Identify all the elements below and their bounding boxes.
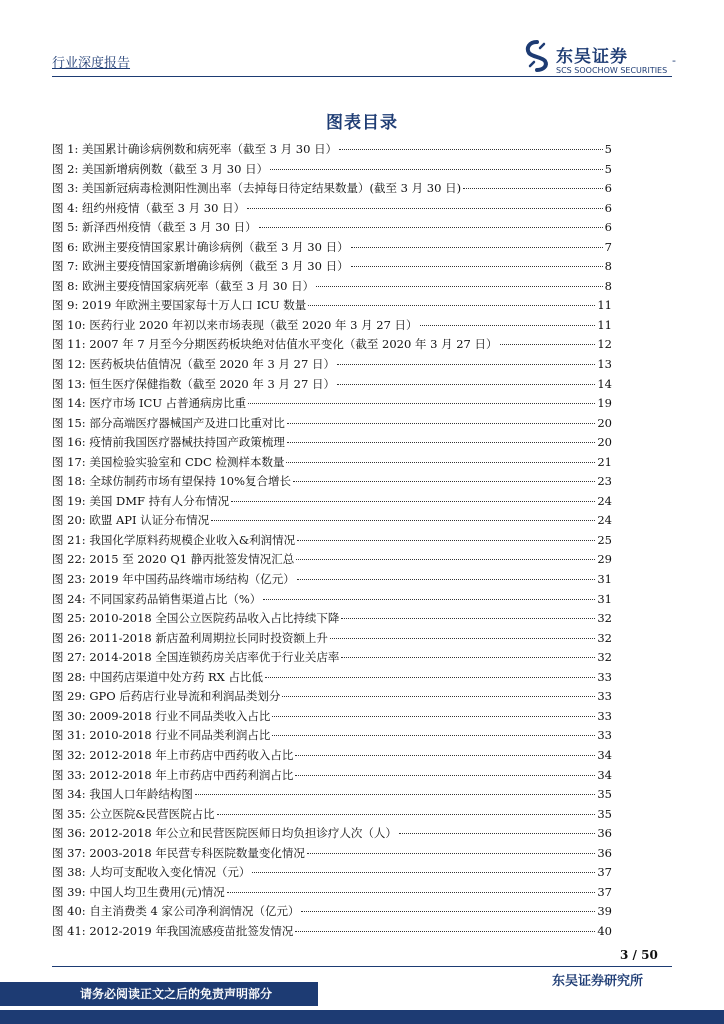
toc-entry-page: 33 — [597, 689, 612, 704]
toc-entry-number: 图 36: — [52, 826, 86, 841]
toc-entry[interactable] — [52, 453, 612, 473]
toc-dot-leader — [341, 618, 595, 619]
toc-entry[interactable] — [52, 472, 612, 492]
toc-entry-title: 2011-2018 新店盈利周期拉长同时投资额上升 — [89, 630, 328, 645]
toc-entry-title: 新泽西州疫情（截至 3 月 30 日） — [82, 220, 257, 235]
toc-entry[interactable] — [52, 160, 612, 180]
toc-entry-number: 图 35: — [52, 806, 86, 821]
toc-dot-leader — [500, 344, 596, 345]
toc-entry[interactable] — [52, 433, 612, 453]
toc-entry[interactable] — [52, 746, 612, 766]
toc-dot-leader — [287, 423, 596, 424]
toc-entry-number: 图 11: — [52, 337, 86, 352]
toc-entry[interactable] — [52, 609, 612, 629]
toc-entry[interactable] — [52, 511, 612, 531]
toc-entry-title: 医药行业 2020 年初以来市场表现（截至 2020 年 3 月 27 日） — [89, 317, 418, 332]
toc-entry-number: 图 21: — [52, 532, 86, 547]
toc-entry-number: 图 3: — [52, 181, 79, 196]
toc-entry-page: 31 — [597, 572, 612, 587]
toc-entry-title: 2014-2018 全国连锁药房关店率优于行业关店率 — [89, 650, 340, 665]
toc-entry-title: 2015 至 2020 Q1 静丙批签发情况汇总 — [89, 552, 295, 567]
toc-entry-page: 6 — [604, 220, 612, 235]
toc-dot-leader — [297, 579, 596, 580]
toc-entry-page: 32 — [597, 611, 612, 626]
report-type-label: 行业深度报告 — [52, 56, 131, 71]
toc-entry-page: 5 — [604, 161, 612, 176]
toc-entry-title: 我国人口年龄结构图 — [89, 787, 193, 802]
toc-dot-leader — [195, 794, 596, 795]
footer-divider — [52, 966, 672, 967]
toc-entry-page: 36 — [597, 845, 612, 860]
toc-entry-title: 部分高端医疗器械国产及进口比重对比 — [89, 415, 285, 430]
toc-entry-number: 图 17: — [52, 454, 86, 469]
toc-entry-number: 图 2: — [52, 161, 79, 176]
toc-entry[interactable] — [52, 805, 612, 825]
toc-entry-page: 34 — [597, 747, 612, 762]
toc-dot-leader — [286, 462, 595, 463]
disclaimer-banner: 请务必阅读正文之后的免责声明部分 — [0, 982, 318, 1006]
toc-entry[interactable] — [52, 414, 612, 434]
toc-entry-page: 33 — [597, 708, 612, 723]
toc-entry-number: 图 23: — [52, 572, 86, 587]
toc-entry-title: 自主消费类 4 家公司净利润情况（亿元） — [89, 904, 300, 919]
toc-entry-number: 图 6: — [52, 239, 79, 254]
toc-dot-leader — [231, 501, 595, 502]
toc-entry[interactable] — [52, 335, 612, 355]
toc-entry-page: 32 — [597, 630, 612, 645]
toc-entry-number: 图 32: — [52, 747, 86, 762]
toc-entry-number: 图 30: — [52, 708, 86, 723]
logo-abbreviation: SCS — [556, 66, 572, 75]
toc-dot-leader — [252, 872, 595, 873]
toc-entry-title: 2012-2018 年上市药店中西药利润占比 — [89, 767, 294, 782]
toc-dot-leader — [297, 540, 595, 541]
toc-entry-page: 6 — [604, 181, 612, 196]
toc-entry-page: 35 — [597, 787, 612, 802]
toc-entry[interactable] — [52, 902, 612, 922]
research-institute-name: 东吴证券研究所 — [552, 974, 644, 989]
toc-entry-title: 美国累计确诊病例数和病死率（截至 3 月 30 日） — [82, 142, 338, 156]
toc-dot-leader — [272, 735, 595, 736]
toc-entry-title: 美国新增病例数（截至 3 月 30 日） — [82, 161, 269, 176]
toc-entry-title: 纽约州疫情（截至 3 月 30 日） — [82, 200, 246, 215]
toc-entry[interactable] — [52, 257, 612, 277]
toc-entry-page: 13 — [597, 357, 612, 372]
toc-entry[interactable] — [52, 218, 612, 238]
toc-dot-leader — [295, 775, 595, 776]
toc-entry[interactable] — [52, 199, 612, 219]
toc-dot-leader — [259, 227, 603, 228]
toc-entry-page: 36 — [597, 826, 612, 841]
toc-dot-leader — [248, 403, 595, 404]
toc-entry[interactable] — [52, 824, 612, 844]
toc-entry-number: 图 13: — [52, 376, 86, 391]
toc-entry-page: 37 — [597, 865, 612, 880]
toc-dot-leader — [330, 638, 595, 639]
toc-entry-title: 全球仿制药市场有望保持 10%复合增长 — [89, 474, 292, 489]
toc-entry-page: 8 — [604, 278, 612, 293]
toc-dot-leader — [308, 305, 595, 306]
logo-english-name — [556, 66, 667, 75]
logo-mark-icon — [524, 40, 550, 76]
toc-entry-title: 欧洲主要疫情国家新增确诊病例（截至 3 月 30 日） — [82, 259, 349, 274]
toc-dot-leader — [351, 247, 603, 248]
header-divider — [52, 76, 672, 77]
toc-dot-leader — [270, 169, 603, 170]
toc-entry-number: 图 12: — [52, 357, 86, 372]
toc-dot-leader — [399, 833, 595, 834]
toc-entry[interactable] — [52, 570, 612, 590]
toc-entry[interactable] — [52, 883, 612, 903]
toc-entry[interactable] — [52, 179, 612, 199]
toc-entry[interactable] — [52, 296, 612, 316]
toc-entry-title: 2009-2018 行业不同品类收入占比 — [89, 708, 271, 723]
toc-dot-leader — [265, 677, 595, 678]
toc-entry-number: 图 14: — [52, 396, 86, 411]
toc-entry-page: 6 — [604, 200, 612, 215]
toc-entry-title: 人均可支配收入变化情况（元） — [89, 865, 251, 880]
toc-entry-page: 32 — [597, 650, 612, 665]
toc-entry[interactable] — [52, 707, 612, 727]
toc-entry-title: 2012-2019 年我国流感疫苗批签发情况 — [89, 923, 294, 938]
toc-entry-page: 19 — [597, 396, 612, 411]
logo-chinese-name: 东吴证券 — [556, 47, 628, 67]
toc-entry-page: 33 — [597, 728, 612, 743]
toc-entry-page: 7 — [604, 239, 612, 254]
toc-entry[interactable] — [52, 277, 612, 297]
toc-entry-page: 21 — [597, 454, 612, 469]
toc-entry-number: 图 40: — [52, 904, 86, 919]
toc-entry-page: 14 — [597, 376, 612, 391]
toc-entry-page: 12 — [597, 337, 612, 352]
toc-entry[interactable] — [52, 726, 612, 746]
toc-entry-page: 35 — [597, 806, 612, 821]
toc-entry-number: 图 25: — [52, 611, 86, 626]
toc-entry-number: 图 38: — [52, 865, 86, 880]
toc-entry-page: 11 — [597, 317, 612, 332]
toc-dot-leader — [307, 853, 595, 854]
toc-entry-number: 图 31: — [52, 728, 86, 743]
toc-entry-number: 图 39: — [52, 884, 86, 899]
company-logo — [524, 40, 684, 80]
header-dash: - — [672, 54, 676, 67]
toc-entry-number: 图 24: — [52, 591, 86, 606]
toc-entry-title: 2012-2018 年公立和民营医院医师日均负担诊疗人次（人） — [89, 826, 397, 841]
toc-entry-page: 20 — [597, 435, 612, 450]
toc-dot-leader — [296, 559, 595, 560]
toc-entry-page: 34 — [597, 767, 612, 782]
toc-entry-number: 图 37: — [52, 845, 86, 860]
toc-entry-title: 美国 DMF 持有人分布情况 — [89, 493, 230, 508]
toc-entry-title: 美国新冠病毒检测阳性测出率（去掉每日待定结果数量）(截至 3 月 30 日) — [82, 181, 462, 196]
toc-entry-title: 欧盟 API 认证分布情况 — [89, 513, 210, 528]
toc-entry-page: 37 — [597, 884, 612, 899]
toc-entry[interactable] — [52, 492, 612, 512]
toc-dot-leader — [227, 892, 596, 893]
toc-entry-page: 8 — [604, 259, 612, 274]
toc-entry-title: 2010-2018 全国公立医院药品收入占比持续下降 — [89, 611, 340, 626]
toc-entry[interactable] — [52, 668, 612, 688]
toc-dot-leader — [316, 286, 603, 287]
toc-entry[interactable] — [52, 375, 612, 395]
toc-entry-page: 24 — [597, 493, 612, 508]
toc-entry-page: 40 — [597, 923, 612, 938]
toc-dot-leader — [217, 814, 596, 815]
toc-dot-leader — [295, 755, 595, 756]
toc-dot-leader — [211, 520, 595, 521]
toc-dot-leader — [272, 716, 595, 717]
toc-entry[interactable] — [52, 355, 612, 375]
toc-dot-leader — [301, 911, 595, 912]
toc-entry-page: 39 — [597, 904, 612, 919]
toc-entry-page: 25 — [597, 532, 612, 547]
toc-entry[interactable] — [52, 316, 612, 336]
toc-entry-number: 图 26: — [52, 630, 86, 645]
toc-dot-leader — [339, 149, 603, 150]
toc-entry-number: 图 34: — [52, 787, 86, 802]
toc-entry-title: 2007 年 7 月至今分期医药板块绝对估值水平变化（截至 2020 年 3 月 27 日） — [89, 337, 498, 352]
toc-dot-leader — [337, 364, 595, 365]
toc-dot-leader — [263, 599, 595, 600]
toc-entry-number: 图 9: — [52, 298, 79, 313]
toc-list — [52, 140, 612, 941]
toc-entry-number: 图 19: — [52, 493, 86, 508]
toc-dot-leader — [337, 384, 595, 385]
logo-english-text: SOOCHOW SECURITIES — [574, 66, 668, 75]
toc-entry-title: 2019 年中国药品终端市场结构（亿元） — [89, 572, 295, 587]
toc-entry[interactable] — [52, 863, 612, 883]
toc-entry-title: 中国人均卫生费用(元)情况 — [89, 884, 225, 899]
toc-entry[interactable] — [52, 238, 612, 258]
toc-entry-number: 图 15: — [52, 415, 86, 430]
toc-entry-title: 医疗市场 ICU 占普通病房比重 — [89, 396, 247, 411]
toc-entry-title: 2012-2018 年上市药店中西药收入占比 — [89, 747, 294, 762]
toc-entry-page: 23 — [597, 474, 612, 489]
toc-dot-leader — [293, 481, 595, 482]
toc-entry-number: 图 5: — [52, 220, 79, 235]
toc-entry-number: 图 16: — [52, 435, 86, 450]
toc-entry-page: 31 — [597, 591, 612, 606]
toc-dot-leader — [247, 208, 603, 209]
toc-title: 图表目录 — [326, 113, 398, 133]
toc-dot-leader — [341, 657, 595, 658]
toc-entry-page: 33 — [597, 669, 612, 684]
toc-dot-leader — [351, 266, 603, 267]
toc-entry-title: GPO 后药店行业导流和利润品类划分 — [89, 689, 281, 704]
toc-entry[interactable] — [52, 140, 612, 160]
toc-dot-leader — [282, 696, 595, 697]
toc-entry-title: 欧洲主要疫情国家病死率（截至 3 月 30 日） — [82, 278, 315, 293]
toc-entry[interactable] — [52, 766, 612, 786]
toc-entry-page: 29 — [597, 552, 612, 567]
toc-entry[interactable] — [52, 785, 612, 805]
toc-entry-number: 图 10: — [52, 317, 86, 332]
toc-dot-leader — [420, 325, 596, 326]
toc-entry-page: 24 — [597, 513, 612, 528]
toc-entry[interactable] — [52, 531, 612, 551]
toc-entry[interactable] — [52, 844, 612, 864]
toc-entry-number: 图 41: — [52, 923, 86, 938]
toc-entry[interactable] — [52, 922, 612, 942]
toc-entry[interactable] — [52, 629, 612, 649]
toc-entry-title: 欧洲主要疫情国家累计确诊病例（截至 3 月 30 日） — [82, 239, 349, 254]
toc-entry-number: 图 18: — [52, 474, 86, 489]
toc-entry-title: 不同国家药品销售渠道占比（%） — [89, 591, 262, 606]
page-number: 3 / 50 — [620, 948, 658, 962]
toc-dot-leader — [463, 188, 603, 189]
toc-entry[interactable] — [52, 687, 612, 707]
toc-dot-leader — [287, 442, 596, 443]
toc-entry-title: 疫情前我国医疗器械扶持国产政策梳理 — [89, 435, 285, 450]
toc-entry-page: 11 — [597, 298, 612, 313]
toc-entry-number: 图 20: — [52, 513, 86, 528]
toc-entry-number: 图 7: — [52, 259, 79, 274]
toc-entry-title: 美国检验实验室和 CDC 检测样本数量 — [89, 454, 285, 469]
toc-entry-page: 5 — [604, 142, 612, 156]
toc-entry-title: 2003-2018 年民营专科医院数量变化情况 — [89, 845, 305, 860]
toc-entry[interactable] — [52, 394, 612, 414]
toc-entry-number: 图 4: — [52, 200, 79, 215]
toc-entry-number: 图 22: — [52, 552, 86, 567]
toc-entry-title: 中国药店渠道中处方药 RX 占比低 — [89, 669, 263, 684]
toc-entry-number: 图 33: — [52, 767, 86, 782]
toc-entry-number: 图 27: — [52, 650, 86, 665]
toc-entry[interactable] — [52, 648, 612, 668]
toc-entry[interactable] — [52, 590, 612, 610]
toc-entry[interactable] — [52, 550, 612, 570]
toc-dot-leader — [295, 931, 595, 932]
toc-entry-title: 恒生医疗保健指数（截至 2020 年 3 月 27 日） — [89, 376, 335, 391]
toc-entry-number: 图 1: — [52, 142, 79, 156]
toc-entry-title: 公立医院&民营医院占比 — [89, 806, 215, 821]
toc-entry-title: 2019 年欧洲主要国家每十万人口 ICU 数量 — [82, 298, 307, 313]
toc-entry-number: 图 28: — [52, 669, 86, 684]
toc-entry-number: 图 8: — [52, 278, 79, 293]
footer-bar — [0, 1010, 724, 1024]
toc-entry-title: 医药板块估值情况（截至 2020 年 3 月 27 日） — [89, 357, 335, 372]
toc-entry-number: 图 29: — [52, 689, 86, 704]
toc-entry-page: 20 — [597, 415, 612, 430]
toc-entry-title: 2010-2018 行业不同品类利润占比 — [89, 728, 271, 743]
toc-entry-title: 我国化学原料药规模企业收入&利润情况 — [89, 532, 296, 547]
